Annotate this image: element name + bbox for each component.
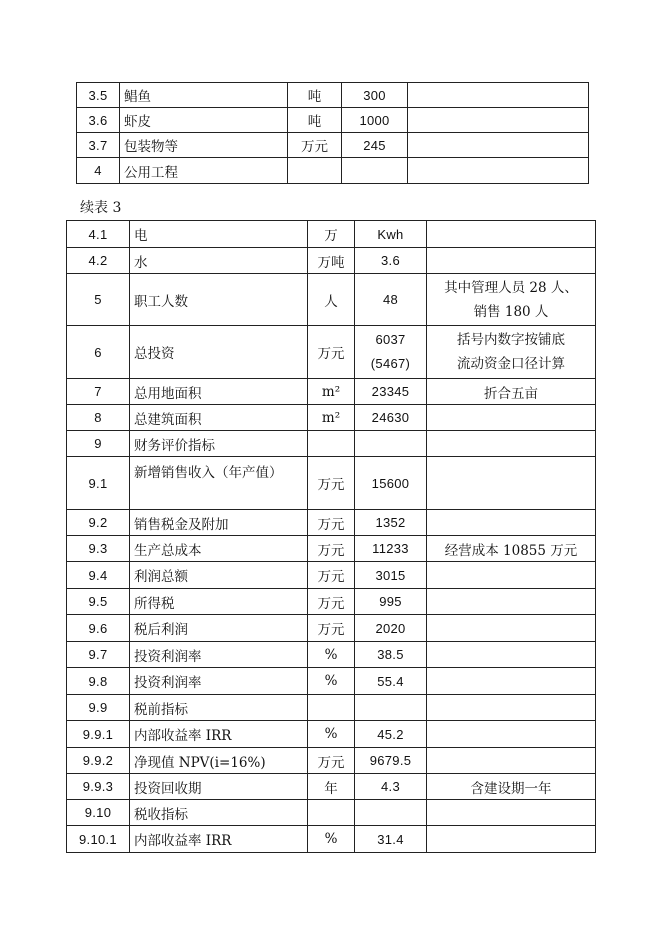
indicator-table bbox=[66, 220, 596, 853]
item-unit: % bbox=[308, 826, 355, 853]
note-line: 流动资金口径计算 bbox=[457, 356, 565, 372]
table-caption: 续表 3 bbox=[80, 200, 122, 216]
item-unit: 万吨 bbox=[308, 248, 355, 274]
row-number: 9.6 bbox=[67, 615, 130, 642]
note-line: 括号内数字按铺底 bbox=[457, 332, 565, 348]
item-name: 销售税金及附加 bbox=[130, 510, 308, 536]
item-name: 税收指标 bbox=[130, 800, 308, 826]
item-note bbox=[408, 133, 589, 158]
row-number: 4 bbox=[77, 158, 120, 184]
item-value: 3015 bbox=[355, 562, 427, 589]
item-name: 鲳鱼 bbox=[120, 83, 288, 108]
table-row bbox=[67, 431, 596, 457]
item-note bbox=[427, 748, 596, 774]
item-unit bbox=[308, 431, 355, 457]
item-name: 税后利润 bbox=[130, 615, 308, 642]
item-value: 995 bbox=[355, 589, 427, 615]
item-note bbox=[427, 615, 596, 642]
value-line: 6037 bbox=[375, 332, 406, 347]
table-row bbox=[67, 668, 596, 695]
item-unit: 万元 bbox=[308, 562, 355, 589]
item-unit: m² bbox=[308, 405, 355, 431]
row-number: 3.6 bbox=[77, 108, 120, 133]
item-value bbox=[342, 158, 408, 184]
item-value bbox=[355, 326, 427, 379]
item-unit: 万 bbox=[308, 221, 355, 248]
table-row bbox=[67, 274, 596, 326]
item-value: 55.4 bbox=[355, 668, 427, 695]
row-number: 8 bbox=[67, 405, 130, 431]
item-name: 水 bbox=[130, 248, 308, 274]
item-value: Kwh bbox=[355, 221, 427, 248]
item-name: 净现值 NPV(i=16%) bbox=[130, 748, 308, 774]
item-name: 所得税 bbox=[130, 589, 308, 615]
item-value: 1352 bbox=[355, 510, 427, 536]
item-note bbox=[427, 562, 596, 589]
table2-body bbox=[67, 221, 596, 853]
note-line: 销售 180 人 bbox=[473, 303, 549, 320]
item-unit: 年 bbox=[308, 774, 355, 800]
item-unit: 万元 bbox=[288, 133, 342, 158]
row-number: 9.4 bbox=[67, 562, 130, 589]
item-note bbox=[427, 721, 596, 748]
item-note bbox=[427, 431, 596, 457]
table-row bbox=[77, 133, 589, 158]
item-unit: 吨 bbox=[288, 108, 342, 133]
row-number: 9.9.2 bbox=[67, 748, 130, 774]
item-name: 投资利润率 bbox=[130, 668, 308, 695]
item-name: 新增销售收入（年产值） bbox=[130, 457, 308, 510]
item-note bbox=[427, 668, 596, 695]
item-name: 总投资 bbox=[130, 326, 308, 379]
item-name: 利润总额 bbox=[130, 562, 308, 589]
row-number: 3.7 bbox=[77, 133, 120, 158]
item-value: 1000 bbox=[342, 108, 408, 133]
table-row bbox=[77, 158, 589, 184]
item-value: 24630 bbox=[355, 405, 427, 431]
table-row bbox=[67, 721, 596, 748]
item-unit: 万元 bbox=[308, 510, 355, 536]
item-unit: 万元 bbox=[308, 457, 355, 510]
row-number: 9.3 bbox=[67, 536, 130, 562]
item-note bbox=[427, 326, 596, 379]
item-unit: % bbox=[308, 668, 355, 695]
table-row bbox=[67, 800, 596, 826]
table-row bbox=[67, 774, 596, 800]
item-note bbox=[408, 158, 589, 184]
item-value: 245 bbox=[342, 133, 408, 158]
item-value: 9679.5 bbox=[355, 748, 427, 774]
item-note: 经营成本 10855 万元 bbox=[427, 536, 596, 562]
item-name: 包装物等 bbox=[120, 133, 288, 158]
item-unit bbox=[288, 158, 342, 184]
row-number: 9.9.1 bbox=[67, 721, 130, 748]
table-row bbox=[67, 536, 596, 562]
item-name: 内部收益率 IRR bbox=[130, 721, 308, 748]
row-number: 9 bbox=[67, 431, 130, 457]
item-name: 公用工程 bbox=[120, 158, 288, 184]
table-row bbox=[67, 562, 596, 589]
item-unit: % bbox=[308, 721, 355, 748]
table1-body bbox=[77, 83, 589, 184]
item-name: 财务评价指标 bbox=[130, 431, 308, 457]
item-note bbox=[427, 457, 596, 510]
item-note bbox=[427, 589, 596, 615]
item-value: 2020 bbox=[355, 615, 427, 642]
item-unit: 万元 bbox=[308, 589, 355, 615]
item-unit: 万元 bbox=[308, 748, 355, 774]
row-number: 9.2 bbox=[67, 510, 130, 536]
item-value bbox=[355, 695, 427, 721]
continued-table-top bbox=[76, 82, 589, 184]
item-name: 投资利润率 bbox=[130, 642, 308, 668]
table-row bbox=[67, 457, 596, 510]
item-note bbox=[427, 510, 596, 536]
item-note bbox=[427, 274, 596, 326]
item-unit bbox=[308, 695, 355, 721]
row-number: 9.8 bbox=[67, 668, 130, 695]
item-unit: m² bbox=[308, 379, 355, 405]
item-note: 含建设期一年 bbox=[427, 774, 596, 800]
table-row bbox=[67, 379, 596, 405]
item-value: 300 bbox=[342, 83, 408, 108]
item-note bbox=[427, 642, 596, 668]
row-number: 9.10.1 bbox=[67, 826, 130, 853]
item-value: 11233 bbox=[355, 536, 427, 562]
table-row bbox=[67, 642, 596, 668]
table-row bbox=[67, 248, 596, 274]
table-row bbox=[67, 748, 596, 774]
table-row bbox=[67, 695, 596, 721]
row-number: 9.5 bbox=[67, 589, 130, 615]
item-note: 折合五亩 bbox=[427, 379, 596, 405]
item-unit bbox=[308, 800, 355, 826]
item-note bbox=[408, 83, 589, 108]
table-row bbox=[77, 108, 589, 133]
item-note bbox=[427, 221, 596, 248]
item-value: 4.3 bbox=[355, 774, 427, 800]
item-name: 虾皮 bbox=[120, 108, 288, 133]
item-unit: 万元 bbox=[308, 615, 355, 642]
table-row bbox=[77, 83, 589, 108]
item-note bbox=[427, 405, 596, 431]
row-number: 9.7 bbox=[67, 642, 130, 668]
row-number: 6 bbox=[67, 326, 130, 379]
item-value: 45.2 bbox=[355, 721, 427, 748]
item-unit: % bbox=[308, 642, 355, 668]
table-row bbox=[67, 589, 596, 615]
item-value: 31.4 bbox=[355, 826, 427, 853]
row-number: 9.1 bbox=[67, 457, 130, 510]
item-value: 15600 bbox=[355, 457, 427, 510]
item-name: 总用地面积 bbox=[130, 379, 308, 405]
item-value bbox=[355, 800, 427, 826]
item-name: 内部收益率 IRR bbox=[130, 826, 308, 853]
value-line: (5467) bbox=[370, 356, 411, 371]
row-number: 9.10 bbox=[67, 800, 130, 826]
item-value bbox=[355, 431, 427, 457]
table-row bbox=[67, 405, 596, 431]
item-note bbox=[408, 108, 589, 133]
item-value: 48 bbox=[355, 274, 427, 326]
row-number: 7 bbox=[67, 379, 130, 405]
item-unit: 万元 bbox=[308, 536, 355, 562]
item-name: 生产总成本 bbox=[130, 536, 308, 562]
note-line: 其中管理人员 28 人、 bbox=[444, 279, 578, 296]
item-name: 电 bbox=[130, 221, 308, 248]
item-note bbox=[427, 826, 596, 853]
item-name: 税前指标 bbox=[130, 695, 308, 721]
row-number: 5 bbox=[67, 274, 130, 326]
table-row bbox=[67, 510, 596, 536]
table-row bbox=[67, 221, 596, 248]
item-value: 38.5 bbox=[355, 642, 427, 668]
item-value: 3.6 bbox=[355, 248, 427, 274]
item-unit: 万元 bbox=[308, 326, 355, 379]
item-value: 23345 bbox=[355, 379, 427, 405]
item-note bbox=[427, 800, 596, 826]
row-number: 9.9.3 bbox=[67, 774, 130, 800]
table-row bbox=[67, 615, 596, 642]
table-row bbox=[67, 326, 596, 379]
row-number: 9.9 bbox=[67, 695, 130, 721]
item-name: 投资回收期 bbox=[130, 774, 308, 800]
item-note bbox=[427, 695, 596, 721]
row-number: 4.1 bbox=[67, 221, 130, 248]
row-number: 4.2 bbox=[67, 248, 130, 274]
item-name: 总建筑面积 bbox=[130, 405, 308, 431]
item-name: 职工人数 bbox=[130, 274, 308, 326]
item-note bbox=[427, 248, 596, 274]
row-number: 3.5 bbox=[77, 83, 120, 108]
item-unit: 吨 bbox=[288, 83, 342, 108]
item-unit: 人 bbox=[308, 274, 355, 326]
table-row bbox=[67, 826, 596, 853]
